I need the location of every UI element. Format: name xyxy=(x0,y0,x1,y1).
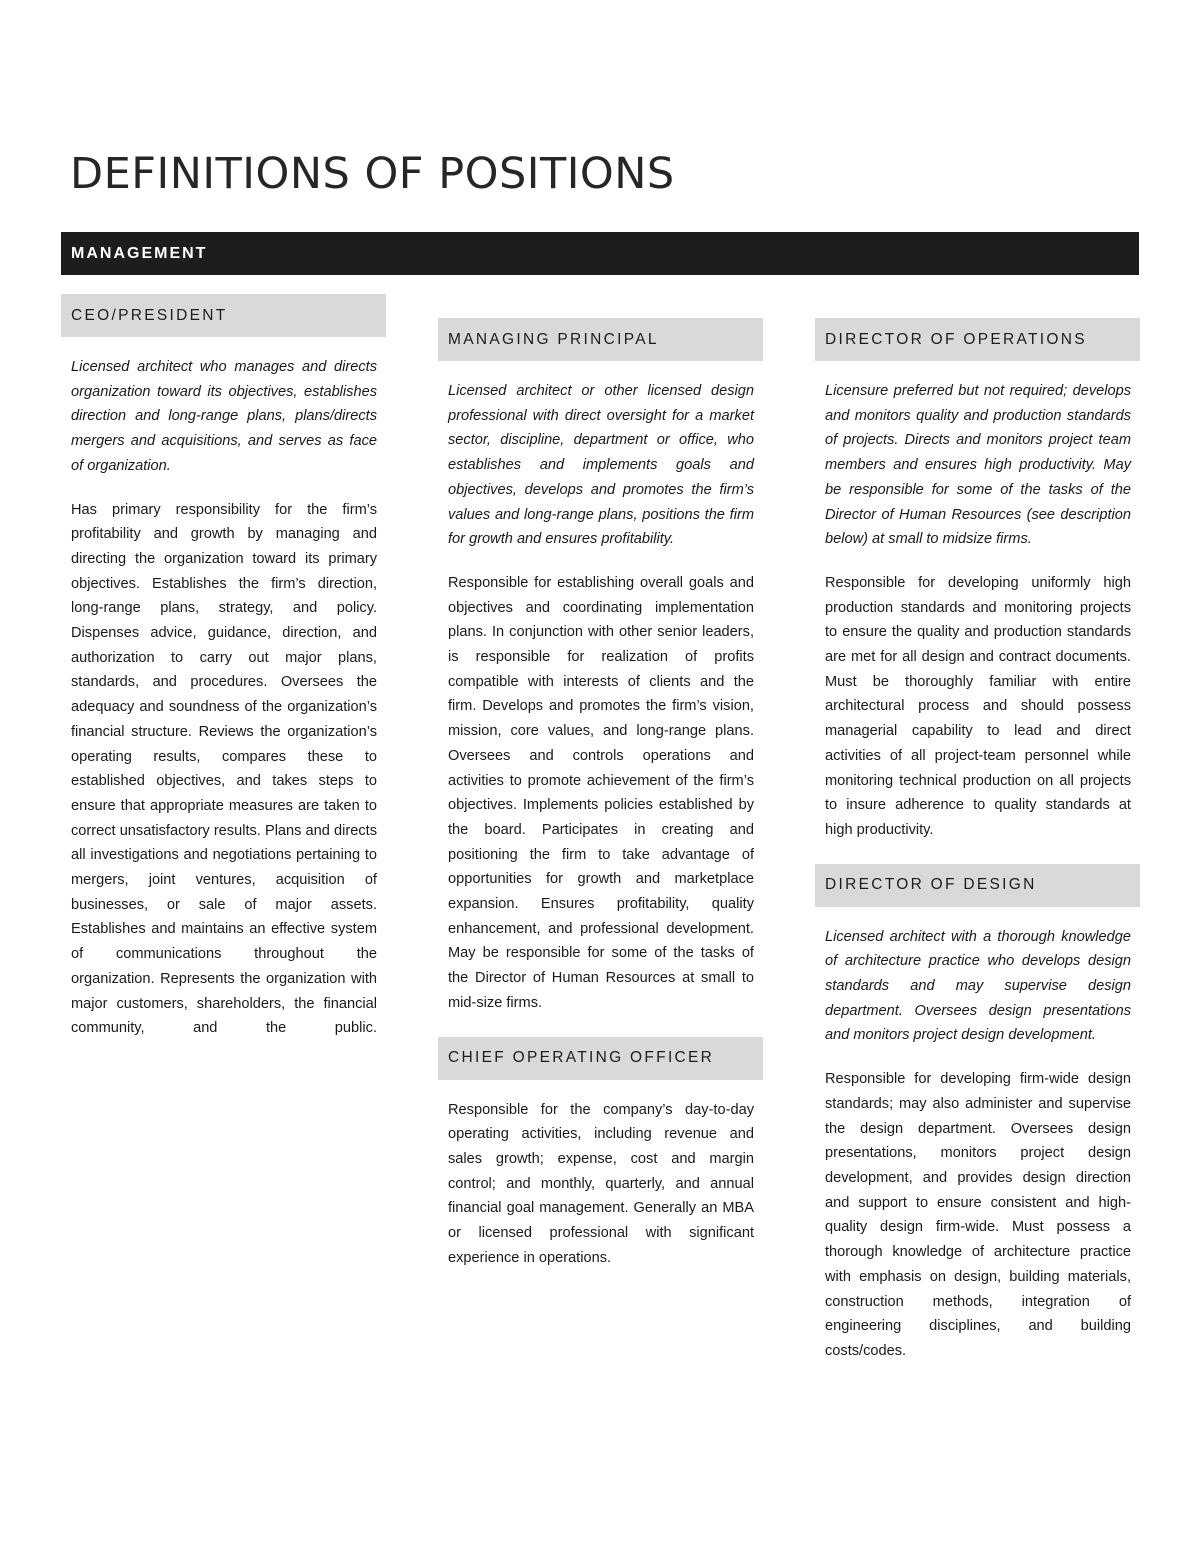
director-of-design-heading: DIRECTOR OF DESIGN xyxy=(815,864,1140,907)
column-middle xyxy=(438,318,763,1271)
director-of-operations-summary: Licensure preferred but not required; develops and monitors quality and production standards of projects. Directs and monitors project team members and ensures high productivity. May be responsible for some of the tasks of the Director of Human Resources (see description below) at small to midsize firms. xyxy=(825,383,1131,548)
managing-principal-body xyxy=(438,379,763,1016)
chief-operating-officer-body xyxy=(438,1098,763,1271)
managing-principal-description: Responsible for establishing overall goals and objectives and coordinating implementation plans. In conjunction with other senior leaders, is responsible for realization of profits compatible with interests of clients and the firm. Develops and promotes the firm’s vision, mission, core values, and long-range plans. Oversees and controls operations and activities to promote achievement of the firm’s objectives. Implements policies established by the board. Participates in creating and positioning the firm to take advantage of opportunities for growth and marketplace expansion. Ensures profitability, quality enhancement, and professional development. May be responsible for some of the tasks of the Director of Human Resources at small to mid-size firms. xyxy=(448,574,754,1011)
director-of-design-summary: Licensed architect with a thorough knowledge of architecture practice who develops design standards and may supervise design department. Oversees design presentations and monitors project design development. xyxy=(825,928,1131,1044)
column-right xyxy=(815,318,1140,1364)
page-title: DEFINITIONS OF POSITIONS xyxy=(70,149,675,199)
ceo-president-summary: Licensed architect who manages and directs organization toward its objectives, establishes direction and long-range plans, plans/directs mergers and acquisitions, and serves as face of organization. xyxy=(71,359,377,474)
managing-principal-heading: MANAGING PRINCIPAL xyxy=(438,318,763,361)
director-of-design-body xyxy=(815,925,1140,1364)
director-of-operations-description: Responsible for developing uniformly high production standards and monitoring projects to ensure the quality and production standards are met for all design and contract documents. Must be thoroughly familiar with entire architectural process and should possess managerial capability to lead and direct activities of all project-team personnel while monitoring technical production on all projects to insure adherence to quality standards at high productivity. xyxy=(825,574,1131,838)
ceo-president-body xyxy=(61,355,386,1041)
section-header-management xyxy=(61,232,1139,275)
chief-operating-officer-heading: CHIEF OPERATING OFFICER xyxy=(438,1037,763,1080)
column-left xyxy=(61,294,386,1041)
director-of-design-description: Responsible for developing firm-wide design standards; may also administer and supervise the design department. Oversees design presentations, monitors project design development, and provides design direction and support to ensure consistent and high-quality design firm-wide. Must possess a thorough knowledge of architecture practice with emphasis on design, building materials, construction methods, integration of engineering disciplines, and building costs/codes. xyxy=(825,1071,1131,1359)
ceo-president-description: Has primary responsibility for the firm’s profitability and growth by managing and directing the organization toward its primary objectives. Establishes the firm’s direction, long-range plans, strategy, and policy. Dispenses advice, guidance, direction, and authorization to carry out major plans, standards, and procedures. Oversees the adequacy and soundness of the organization’s financial structure. Reviews the organization’s operating results, compares these to established objectives, and takes steps to ensure that appropriate measures are taken to correct unsatisfactory results. Plans and directs all investigations and negotiations pertaining to mergers, joint ventures, acquisition of businesses, or sale of major assets. Establishes and maintains an effective system of communications throughout the organization. Represents the organization with major customers, shareholders, the financial community, and the public. xyxy=(71,501,377,1037)
section-title: MANAGEMENT xyxy=(71,244,208,262)
chief-operating-officer-description: Responsible for the company’s day-to-day operating activities, including revenue and sales growth; expense, cost and margin control; and monthly, quarterly, and annual financial goal management. Generally an MBA or licensed professional with significant experience in operations. xyxy=(448,1101,754,1266)
managing-principal-summary: Licensed architect or other licensed design professional with direct oversight for a market sector, discipline, department or office, who establishes and implements goals and objectives, develops and promotes the firm’s values and long-range plans, positions the firm for growth and ensures profitability. xyxy=(448,383,754,548)
ceo-president-heading: CEO/PRESIDENT xyxy=(61,294,386,337)
director-of-operations-body xyxy=(815,379,1140,843)
director-of-operations-heading: DIRECTOR OF OPERATIONS xyxy=(815,318,1140,361)
